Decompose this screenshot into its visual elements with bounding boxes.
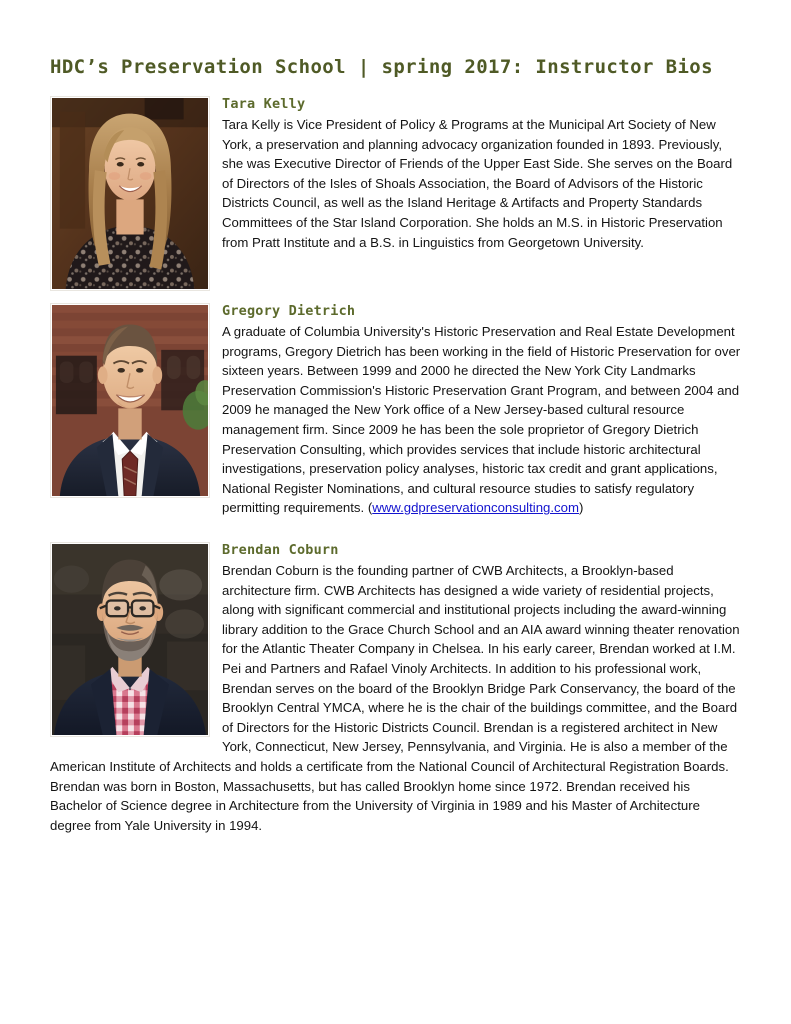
- bio-text-gregory-dietrich-part2: ): [578, 500, 584, 516]
- gregory-dietrich-photo: [50, 303, 210, 498]
- brendan-coburn-photo: [50, 542, 210, 737]
- bio-name-gregory-dietrich: Gregory Dietrich: [222, 303, 356, 320]
- bio-name-tara-kelly: Tara Kelly: [222, 96, 306, 112]
- page-title: HDC’s Preservation School | spring 2017: Instructor Bios: [50, 56, 713, 78]
- brendan-coburn-photo-alt: [50, 835, 51, 836]
- bio-section-gregory-dietrich: [50, 295, 741, 518]
- bio-name-brendan-coburn: Brendan Coburn: [222, 542, 339, 559]
- bio-text-tara-kelly: Tara Kelly is Vice President of Policy & Programs at the Municipal Art Society of New York, a preservation and planning advocacy organization founded in 1893. Previously, she was Executive Director of Friends of the Upper East Side. She serves on the Board of Directors of the Isles of Shoals Association, the Board of Advisors of the Historic Districts Council, as well as the Island Heritage & Artifacts and Property Standards Committees of the Star Island Corporation. She holds an M.S. in Historic Preservation from Pratt Institute and a B.S. in Linguistics from Georgetown University.: [222, 117, 733, 250]
- bio-section-tara-kelly: [50, 78, 741, 295]
- bio-text-brendan-coburn: Brendan Coburn is the founding partner of CWB Architects, a Brooklyn-based architecture firm. CWB Architects has designed a wide variety of residential projects, along with significant commercial and institutional projects including the award-winning library addition to the Grace Church School and an AIA award winning theater renovation for the Atlantic Theater Company in Chelsea. In his early career, Brendan worked at I.M. Pei and Partners and Rafael Vinoly Architects. In addition to his professional work, Brendan serves on the board of the Brooklyn Bridge Park Conservancy, the board of the Brooklyn Central YMCA, where he is the chair of the buildings committee, and the Board of Directors for the Historic Districts Council. Brendan is a registered architect in New York, Connecticut, New Jersey, Pennsylvania, and Virginia. He is also a member of the American Institute of Architects and holds a certificate from the National Council of Architectural Registration Boards. Brendan was born in Boston, Massachusetts, but has called Brooklyn home since 1972. Brendan received his Bachelor of Science degree in Architecture from the University of Virginia in 1989 and his Master of Architecture degree from Yale University in 1994.: [50, 563, 740, 833]
- bio-section-brendan-coburn: [50, 518, 741, 835]
- tara-kelly-photo: [50, 96, 210, 291]
- gdpreservationconsulting-link[interactable]: www.gdpreservationconsulting.com: [372, 500, 579, 516]
- bio-text-gregory-dietrich-part1: A graduate of Columbia University's Historic Preservation and Real Estate Development programs, Gregory Dietrich has been working in the field of Historic Preservation for over sixteen years. Between 1999 and 2000 he directed the New York City Landmarks Preservation Commission's Historic Preservation Grant Program, and between 2004 and 2009 he managed the New York office of a New Jersey-based cultural resource management firm. Since 2009 he has been the sole proprietor of Gregory Dietrich Preservation Consulting, which provides services that include historic architectural investigations, preservation policy analyses, historic tax credit and grant applications, National Register Nominations, and cultural resource studies to satisfy regulatory permitting requirements. (: [222, 324, 741, 516]
- tara-kelly-photo-alt: [222, 252, 223, 253]
